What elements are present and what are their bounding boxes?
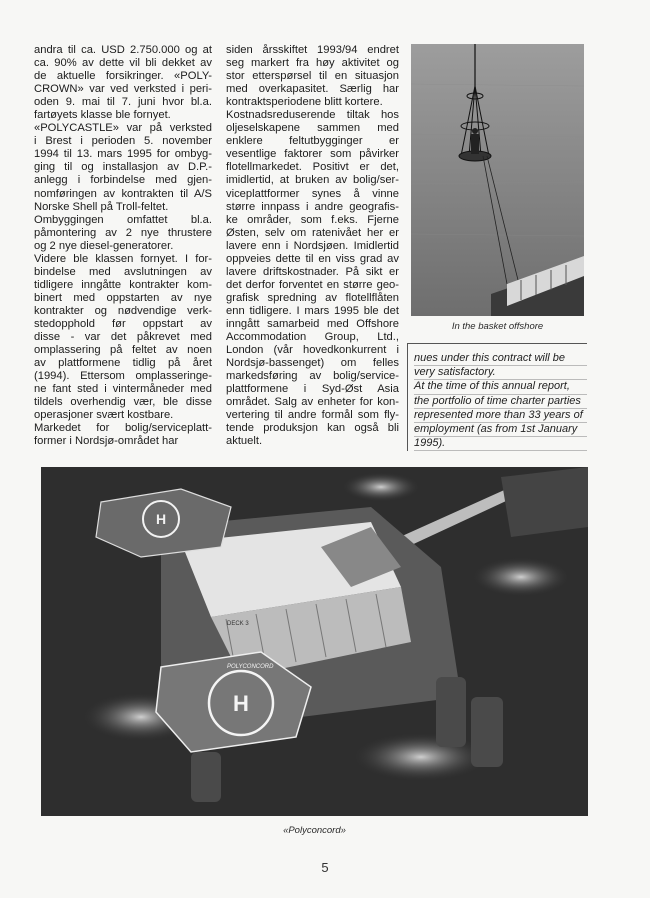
text-line: CROWN» var ved verksted i peri- <box>34 83 212 96</box>
text-line: grafisk spredning av flotellflåten <box>226 291 399 304</box>
deck-label: DECK 3 <box>227 621 249 627</box>
text-line: tende produksjon kan også bli <box>226 422 399 435</box>
text-line: de aktuelle forsikringer. «POLY- <box>34 70 212 83</box>
text-line: omplassering på feltet av noen <box>34 344 212 357</box>
text-line: påmontering av 2 nye thrustere <box>34 226 212 239</box>
text-line: oden 9. mai til 7. juni hvor bl.a. <box>34 96 212 109</box>
text-line: Ombyggingen omfattet bl.a. <box>34 213 212 226</box>
text-line: vertering til andre formål som fly- <box>226 409 399 422</box>
top-photo-caption: In the basket offshore <box>451 321 544 332</box>
text-line: Østen, selv om ratenivået her er <box>226 226 399 239</box>
text-line: fartøyets klasse ble fornyet. <box>34 109 171 122</box>
rig-name-on-deck: POLYCONCORD <box>227 664 274 670</box>
text-line: ging til og installasjon av D.P.- <box>34 161 212 174</box>
text-line: bindelse med avslutningen av <box>34 265 212 278</box>
article-column-middle <box>226 44 399 448</box>
text-line: inngått samarbeid med Offshore <box>226 317 399 330</box>
basket-transfer-illustration <box>411 44 584 316</box>
text-line: andra til ca. USD 2.750.000 og at <box>34 44 212 56</box>
text-line: anlegg i forbindelse med gjen- <box>34 174 212 187</box>
text-line: stedopphold før oppstart av <box>34 317 212 330</box>
text-line: i Brest i perioden 5. november <box>34 135 212 148</box>
summary-line: represented more than 33 years of <box>414 409 587 423</box>
text-line: lavere driftskostnader. På sikt er <box>226 265 399 278</box>
text-line: kontrakter og nødvendige verk- <box>34 304 212 317</box>
text-line: Accommodation Group, Ltd., <box>226 331 399 344</box>
helideck-marking: H <box>155 511 167 527</box>
text-line: viceplattformer synes å vinne <box>226 187 399 200</box>
english-summary-box <box>407 343 587 451</box>
text-line: og 2 nye diesel-generatorer. <box>34 239 174 252</box>
text-line: ca. 90% av dette vil bli dekket av <box>34 57 212 70</box>
page-number: 5 <box>321 860 329 875</box>
text-line: siden årsskiftet 1993/94 endret <box>226 44 399 56</box>
summary-line: very satisfactory. <box>414 366 587 380</box>
text-line: flotellmarkedet. Positivt er det, <box>226 161 399 174</box>
text-line: nomføringen av kontrakten til A/S <box>34 187 212 200</box>
text-line: Kostnadsreduserende tiltak hos <box>226 109 399 122</box>
text-line: markedsføring av bolig/service- <box>226 370 399 383</box>
text-line: 1994 til 13. mars 1995 for ombyg- <box>34 148 212 161</box>
text-line: operasjoner svært kostbare. <box>34 409 174 422</box>
text-line: Videre ble klassen fornyet. I for- <box>34 252 212 265</box>
main-photo-caption: «Polyconcord» <box>283 825 346 836</box>
text-line: (1994). Ettersom omplasseringe- <box>34 370 212 383</box>
summary-line: 1995). <box>414 437 587 451</box>
text-line: området. Salg av enheter for kon- <box>226 396 399 409</box>
text-line: plattformene i Syd-Øst Asia <box>226 383 399 396</box>
text-line: former i Nordsjø-området har <box>34 435 179 448</box>
text-line: enn tidligere. I mars 1995 ble det <box>226 304 399 317</box>
text-line: oppveies dette til en viss grad av <box>226 252 399 265</box>
text-line: ke områder, som f.eks. Fjerne <box>226 213 399 226</box>
polyconcord-rig-photo <box>41 467 588 816</box>
text-line: kontraktsperiodene blitt kortere. <box>226 96 383 109</box>
text-line: imidlertid, at bruken av bolig/ser- <box>226 174 399 187</box>
text-line: London (vår hovedkonkurrent i <box>226 344 399 357</box>
text-line: Nordsjø-bassenget) om felles <box>226 357 399 370</box>
summary-line: At the time of this annual report, <box>414 380 587 394</box>
text-line: det derfor forventet en større geo- <box>226 278 399 291</box>
text-line: oljeselskapene sammen med <box>226 122 399 135</box>
text-line: Norske Shell på Troll-feltet. <box>34 200 169 213</box>
text-line: Markedet for bolig/serviceplatt- <box>34 422 212 435</box>
article-column-left <box>34 44 212 448</box>
text-line: tidligere inngåtte kontrakter kom- <box>34 278 212 291</box>
summary-line: employment (as from 1st January <box>414 423 587 437</box>
text-line: tildels overhendig vær, ble disse <box>34 396 212 409</box>
text-line: «POLYCASTLE» var på verksted <box>34 122 212 135</box>
text-line: disse - var det påkrevet med <box>34 331 212 344</box>
text-line: aktuelt. <box>226 435 263 448</box>
text-line: vesentlige faktorer som påvirker <box>226 148 399 161</box>
text-line: større innpass i andre geografis- <box>226 200 399 213</box>
text-line: seg markert fra høy aktivitet og <box>226 57 399 70</box>
text-line: ne fant sted i vintermåneder med <box>34 383 212 396</box>
basket-transfer-photo <box>411 44 584 316</box>
text-line: med overkapasitet. Særlig har <box>226 83 399 96</box>
text-line: binert med oppstarten av nye <box>34 291 212 304</box>
helideck-marking: H <box>233 691 249 716</box>
text-line: lavere enn i Nordsjøen. Imidlertid <box>226 239 399 252</box>
text-line: stor etterspørsel til en situasjon <box>226 70 399 83</box>
text-line: enklere feltutbygginger er <box>226 135 399 148</box>
summary-line: nues under this contract will be <box>414 352 587 366</box>
polyconcord-rig-illustration <box>41 467 588 816</box>
summary-line: the portfolio of time charter parties <box>414 395 587 409</box>
text-line: av plattformene tidlig på året <box>34 357 212 370</box>
